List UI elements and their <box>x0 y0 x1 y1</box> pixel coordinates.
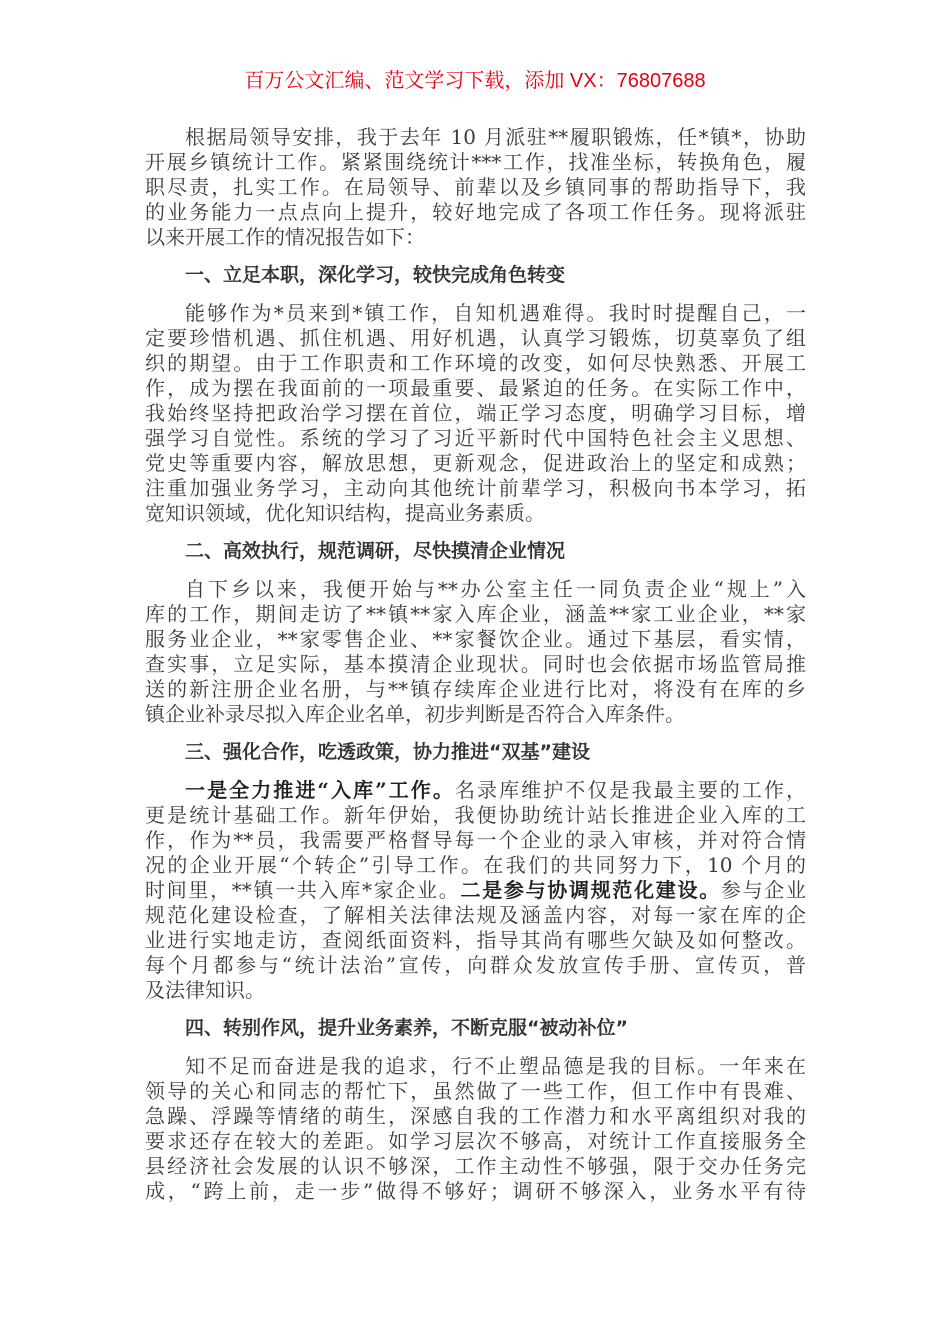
text-segment: 宽知识领域，优化知识结构，提高业务素质。 <box>145 501 545 525</box>
text-segment: 业进行实地走访，查阅纸面资料，指导其尚有哪些欠缺及如何整改。 <box>145 928 806 952</box>
text-segment: 自下乡以来，我便开始与**办公室主任一同负责企业“规上”入 <box>185 577 806 601</box>
text-segment: 县经济社会发展的认识不够深，工作主动性不够强，限于交办任务完 <box>145 1154 806 1178</box>
text-line <box>145 1104 806 1129</box>
text-line <box>145 627 806 652</box>
text-line <box>145 501 806 526</box>
text-segment: 成，“跨上前，走一步”做得不够好；调研不够深入，业务水平有待 <box>145 1179 806 1203</box>
text-segment: 要求还存在较大的差距。如学习层次不够高，对统计工作直接服务全 <box>145 1129 806 1153</box>
section-heading <box>145 1016 806 1041</box>
text-segment: 党史等重要内容，解放思想，更新观念，促进政治上的坚定和成熟； <box>145 451 806 475</box>
text-segment: 规范化建设检查，了解相关法律法规及涵盖内容，对每一家在库的企 <box>145 903 806 927</box>
text-segment: 作，成为摆在我面前的一项最重要、最紧迫的任务。在实际工作中， <box>145 376 806 400</box>
text-segment: 强学习自觉性。系统的学习了习近平新时代中国特色社会主义思想、 <box>145 426 806 450</box>
text-segment: 织的期望。由于工作职责和工作环境的改变，如何尽快熟悉、开展工 <box>145 351 806 375</box>
bold-lead-text: 二是参与协调规范化建设。 <box>460 878 721 902</box>
text-line <box>145 803 806 828</box>
text-segment: 况的企业开展“个转企”引导工作。在我们的共同努力下，10 个月的 <box>145 853 806 877</box>
text-segment: 的业务能力一点点向上提升，较好地完成了各项工作任务。现将派驻 <box>145 200 806 224</box>
text-line <box>145 878 806 903</box>
text-line <box>145 778 806 803</box>
text-line <box>145 702 806 727</box>
text-segment: 及法律知识。 <box>145 978 265 1002</box>
text-segment: 名录库维护不仅是我最主要的工作， <box>454 778 807 802</box>
text-line <box>145 200 806 225</box>
text-line <box>145 263 806 288</box>
text-line <box>145 1154 806 1179</box>
text-line <box>145 401 806 426</box>
text-segment: 能够作为*员来到*镇工作，自知机遇难得。我时时提醒自己，一 <box>185 301 806 325</box>
text-segment: 四、转别作风，提升业务素养，不断克服“被动补位” <box>185 1017 628 1039</box>
text-line <box>145 150 806 175</box>
text-segment: 一、立足本职，深化学习，较快完成角色转变 <box>185 264 566 286</box>
text-segment: 每个月都参与“统计法治”宣传，向群众发放宣传手册、宣传页，普 <box>145 953 806 977</box>
text-line <box>145 740 806 765</box>
text-segment: 知不足而奋进是我的追求，行不止塑品德是我的目标。一年来在 <box>185 1054 806 1078</box>
text-line <box>145 225 806 250</box>
text-segment: 三、强化合作，吃透政策，协力推进“双基”建设 <box>185 741 590 763</box>
text-line <box>145 351 806 376</box>
text-line <box>145 1179 806 1204</box>
text-line <box>145 125 806 150</box>
paragraph <box>145 125 806 250</box>
paragraph <box>145 577 806 727</box>
text-segment: 更是统计基础工作。新年伊始，我便协助统计站长推进企业入库的工 <box>145 803 806 827</box>
text-line <box>145 1054 806 1079</box>
text-segment: 参与企业 <box>720 878 807 902</box>
text-segment: 急躁、浮躁等情绪的萌生，深感自我的工作潜力和水平离组织对我的 <box>145 1104 806 1128</box>
text-segment: 送的新注册企业名册，与**镇存续库企业进行比对，将没有在库的乡 <box>145 677 806 701</box>
text-line <box>145 376 806 401</box>
text-segment: 镇企业补录尽拟入库企业名单，初步判断是否符合入库条件。 <box>145 702 685 726</box>
text-segment: 领导的关心和同志的帮忙下，虽然做了一些工作，但工作中有畏难、 <box>145 1079 806 1103</box>
paragraph <box>145 778 806 1003</box>
text-line <box>145 1016 806 1041</box>
text-segment: 根据局领导安排，我于去年 10 月派驻**履职锻炼，任*镇*，协助 <box>185 125 806 149</box>
text-line <box>145 928 806 953</box>
text-segment: 我始终坚持把政治学习摆在首位，端正学习态度，明确学习目标，增 <box>145 401 806 425</box>
text-segment: 作，作为**员，我需要严格督导每一个企业的录入审核，并对符合情 <box>145 828 806 852</box>
text-line <box>145 677 806 702</box>
text-line <box>145 1079 806 1104</box>
text-line <box>145 301 806 326</box>
text-segment: 二、高效执行，规范调研，尽快摸清企业情况 <box>185 540 566 562</box>
text-segment: 开展乡镇统计工作。紧紧围绕统计***工作，找准坐标，转换角色，履 <box>145 150 806 174</box>
text-line <box>145 903 806 928</box>
text-line <box>145 476 806 501</box>
text-line <box>145 652 806 677</box>
text-line <box>145 577 806 602</box>
text-segment: 以来开展工作的情况报告如下： <box>145 225 425 249</box>
text-segment: 时间里，**镇一共入库*家企业。 <box>145 878 461 902</box>
watermark-banner: 百万公文汇编、范文学习下载，添加 VX：76807688 <box>244 70 706 92</box>
text-line <box>145 326 806 351</box>
text-line <box>145 426 806 451</box>
text-line <box>145 978 806 1003</box>
text-segment: 查实事，立足实际，基本摸清企业现状。同时也会依据市场监管局推 <box>145 652 806 676</box>
text-line <box>145 451 806 476</box>
paragraph <box>145 301 806 526</box>
text-line <box>145 602 806 627</box>
text-line <box>145 1129 806 1154</box>
section-heading <box>145 539 806 564</box>
text-line <box>145 953 806 978</box>
text-line <box>145 539 806 564</box>
document-body <box>145 125 806 1204</box>
text-segment: 库的工作，期间走访了**镇**家入库企业，涵盖**家工业企业，**家 <box>145 602 806 626</box>
text-line <box>145 853 806 878</box>
text-segment: 职尽责，扎实工作。在局领导、前辈以及乡镇同事的帮助指导下，我 <box>145 175 806 199</box>
section-heading <box>145 740 806 765</box>
section-heading <box>145 263 806 288</box>
text-segment: 注重加强业务学习，主动向其他统计前辈学习，积极向书本学习，拓 <box>145 476 806 500</box>
paragraph <box>145 1054 806 1204</box>
text-line <box>145 175 806 200</box>
bold-lead-text: 一是全力推进“入库”工作。 <box>185 778 455 802</box>
text-line <box>145 828 806 853</box>
text-segment: 定要珍惜机遇、抓住机遇、用好机遇，认真学习锻炼，切莫辜负了组 <box>145 326 806 350</box>
text-segment: 服务业企业，**家零售企业、**家餐饮企业。通过下基层，看实情， <box>145 627 806 651</box>
